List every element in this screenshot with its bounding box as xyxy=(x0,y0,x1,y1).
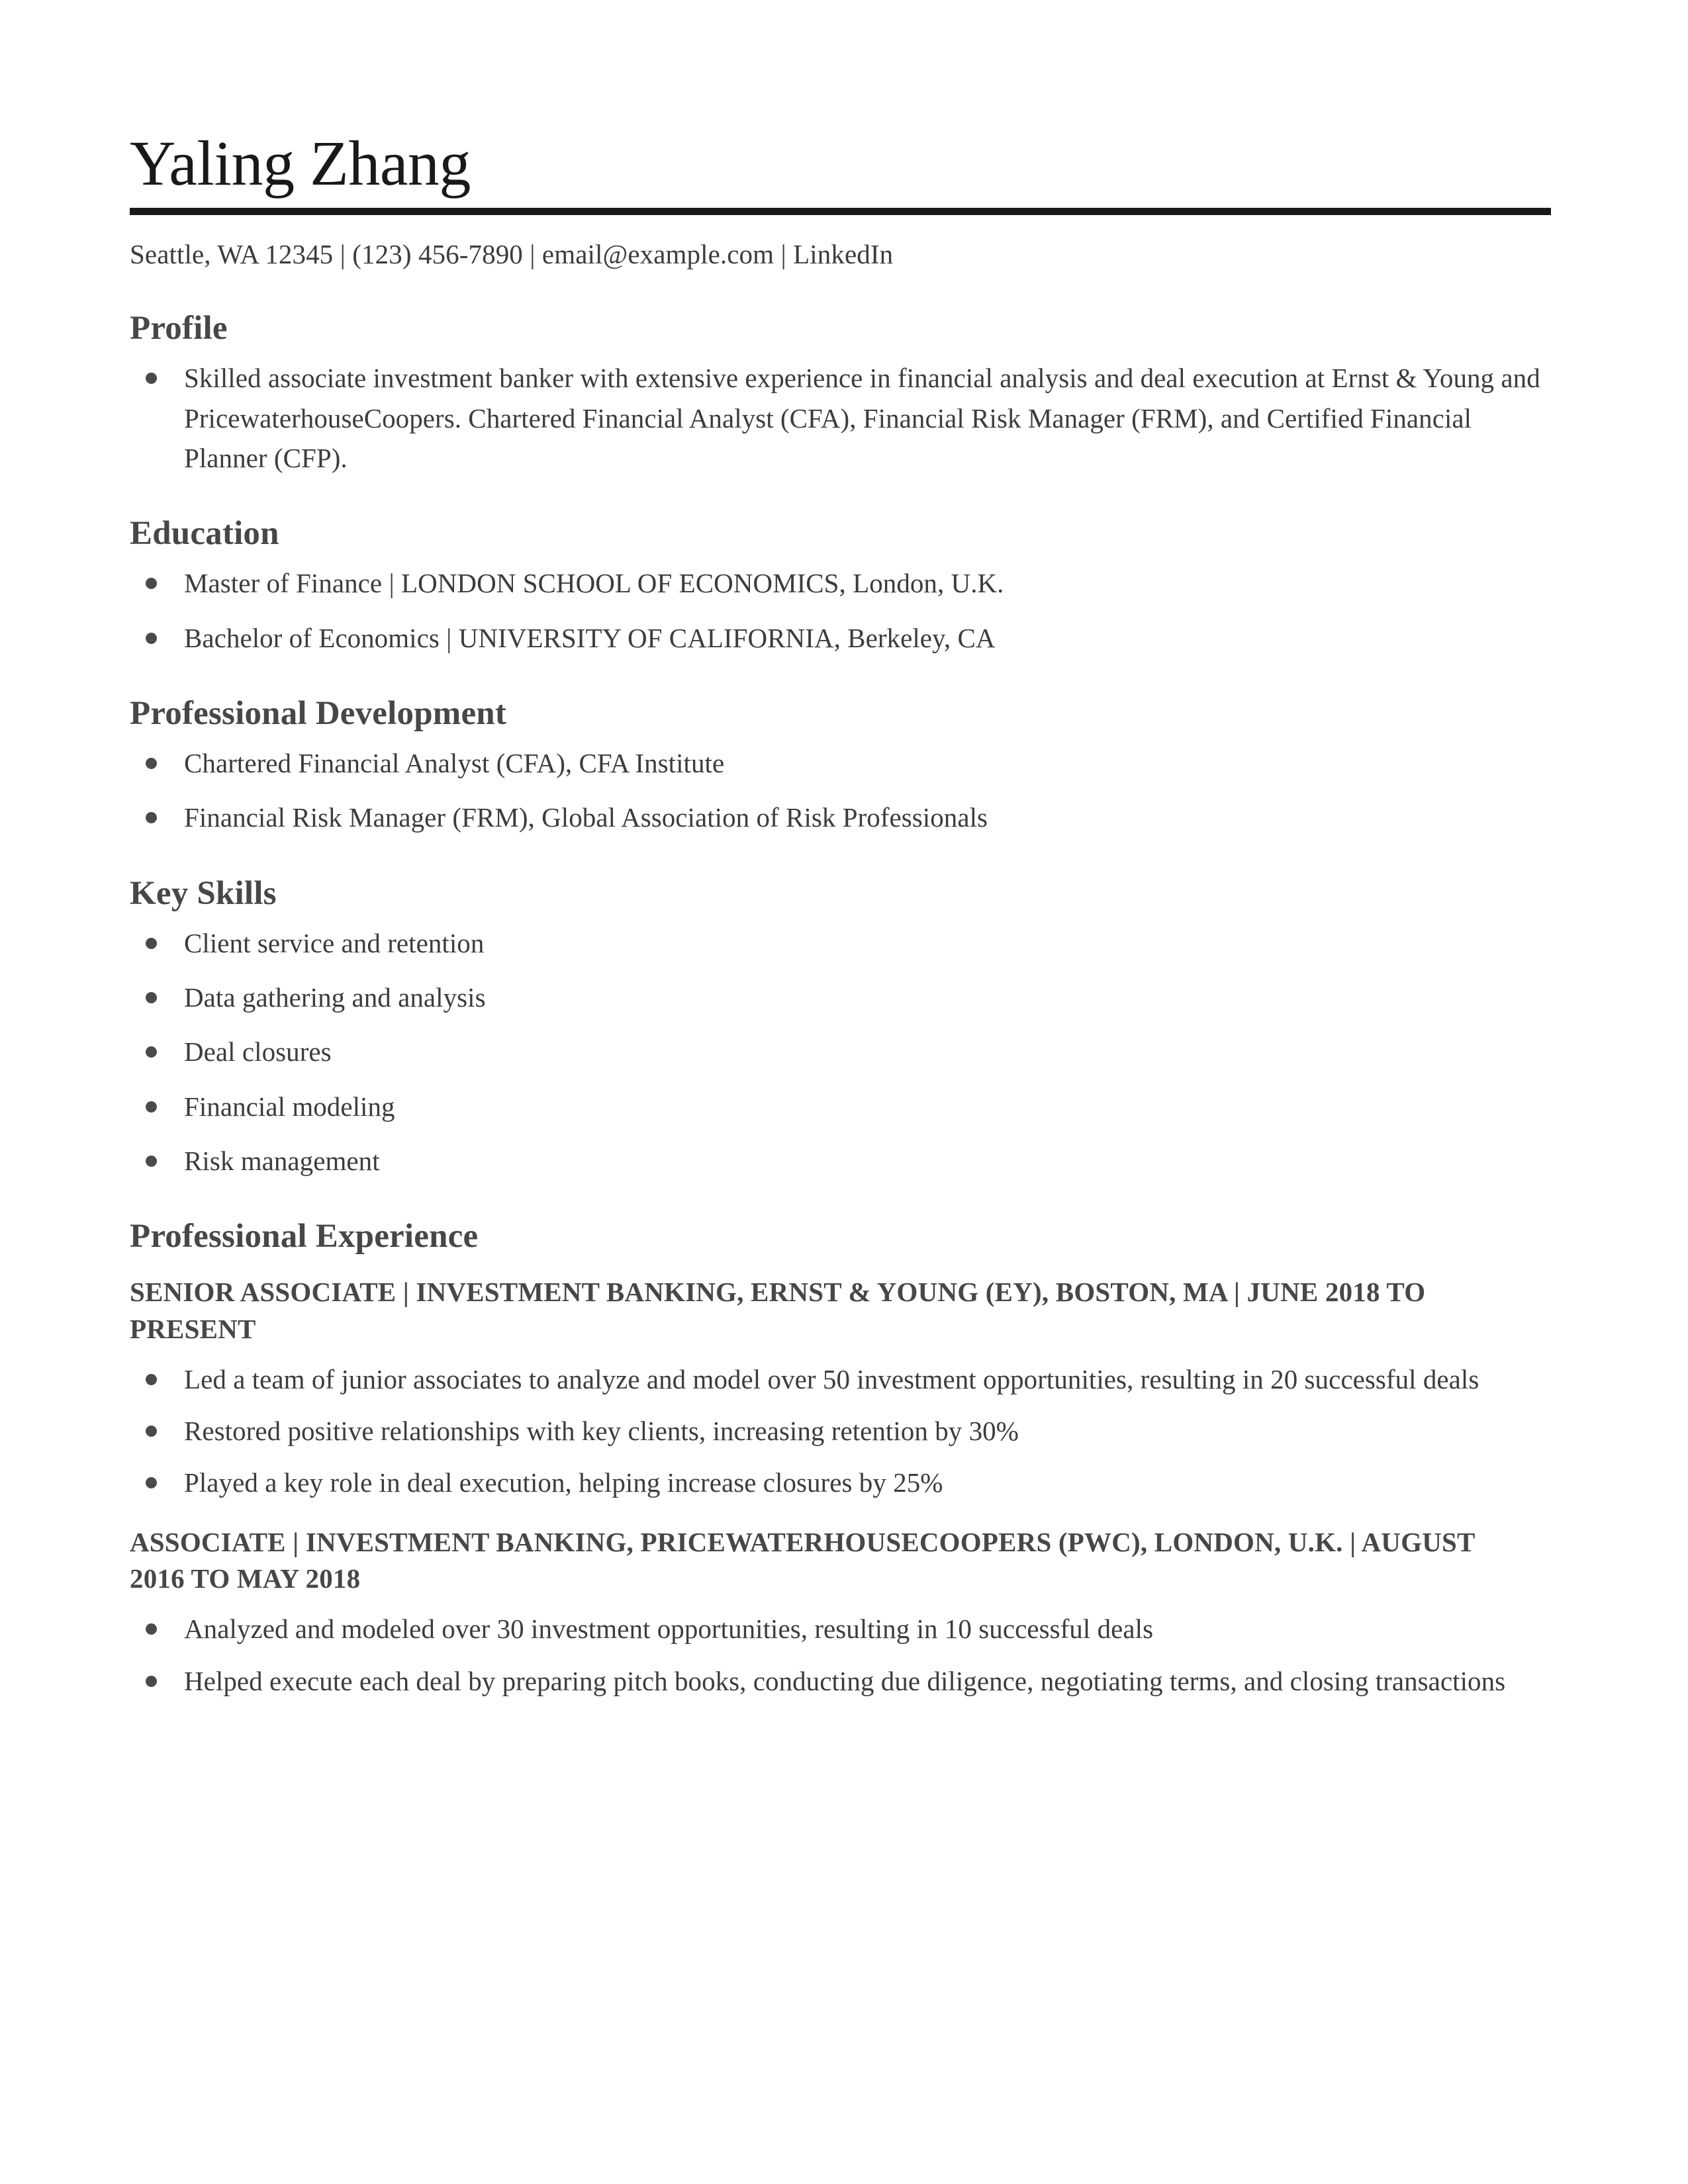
list-item-text: Played a key role in deal execution, helping increase closures by 25% xyxy=(184,1467,943,1498)
list-item xyxy=(130,1463,1550,1502)
list-item-text: Financial Risk Manager (FRM), Global Association of Risk Professionals xyxy=(184,802,988,833)
professional-development-bullet-list xyxy=(130,743,1550,838)
job-title-pwc: ASSOCIATE | INVESTMENT BANKING, PRICEWATERHOUSECOOPERS (PWC), LONDON, U.K. | AUGUST 2016 TO MAY 2018 xyxy=(130,1526,1475,1594)
bullet-dot-icon xyxy=(146,812,157,823)
experience-bullet-list-ey xyxy=(130,1359,1550,1503)
bullet-dot-icon xyxy=(146,938,157,949)
bullet-dot-icon xyxy=(146,1477,157,1488)
bullet-dot-icon xyxy=(146,578,157,589)
list-item-text: Financial modeling xyxy=(184,1091,395,1122)
list-item-text: Deal closures xyxy=(184,1036,332,1068)
bullet-dot-icon xyxy=(146,373,157,384)
section-heading-key-skills: Key Skills xyxy=(130,874,277,912)
list-item xyxy=(130,743,1550,783)
experience-bullet-list-pwc xyxy=(130,1609,1550,1701)
list-item-text: Risk management xyxy=(184,1145,380,1176)
list-item-text: Chartered Financial Analyst (CFA), CFA Institute xyxy=(184,747,725,778)
list-item xyxy=(130,618,1550,658)
contact-info-line: Seattle, WA 12345 | (123) 456-7890 | email@example.com | LinkedIn xyxy=(130,238,894,269)
key-skills-bullet-list xyxy=(130,923,1550,1181)
bullet-dot-icon xyxy=(146,1426,157,1437)
list-item-text: Analyzed and modeled over 30 investment opportunities, resulting in 10 successful deals xyxy=(184,1614,1154,1645)
section-education xyxy=(130,514,1550,658)
list-item xyxy=(130,1411,1550,1451)
list-item xyxy=(130,1087,1550,1126)
list-item-text: Data gathering and analysis xyxy=(184,981,486,1013)
bullet-dot-icon xyxy=(146,633,157,644)
list-item xyxy=(130,1609,1550,1649)
section-key-skills xyxy=(130,874,1550,1181)
experience-entry-pwc xyxy=(130,1524,1550,1701)
list-item-text: Led a team of junior associates to analyze and model over 50 investment opportunities, resulting in 20 successful deals xyxy=(184,1363,1479,1394)
list-item-text: Master of Finance | LONDON SCHOOL OF ECONOMICS, London, U.K. xyxy=(184,568,1004,599)
list-item xyxy=(130,1661,1550,1701)
bullet-dot-icon xyxy=(146,992,157,1003)
list-item xyxy=(130,358,1550,478)
section-professional-development xyxy=(130,694,1550,838)
job-title-ey: SENIOR ASSOCIATE | INVESTMENT BANKING, ERNST & YOUNG (EY), BOSTON, MA | JUNE 2018 TO PRESENT xyxy=(130,1277,1426,1344)
bullet-dot-icon xyxy=(146,1046,157,1058)
list-item xyxy=(130,1359,1550,1399)
bullet-dot-icon xyxy=(146,1156,157,1167)
section-heading-profile: Profile xyxy=(130,310,228,347)
list-item-text: Client service and retention xyxy=(184,927,485,958)
bullet-dot-icon xyxy=(146,1374,157,1385)
bullet-dot-icon xyxy=(146,1676,157,1687)
list-item xyxy=(130,1032,1550,1071)
list-item-text: Bachelor of Economics | UNIVERSITY OF CALIFORNIA, Berkeley, CA xyxy=(184,622,996,653)
section-professional-experience xyxy=(130,1216,1550,1701)
list-item xyxy=(130,1141,1550,1181)
bullet-dot-icon xyxy=(146,758,157,769)
header-divider-rule xyxy=(130,208,1551,215)
resume-header xyxy=(130,130,1550,273)
list-item xyxy=(130,978,1550,1017)
education-bullet-list xyxy=(130,563,1550,658)
experience-entry-ey xyxy=(130,1274,1550,1502)
bullet-dot-icon xyxy=(146,1623,157,1635)
list-item-text: Helped execute each deal by preparing pitch books, conducting due diligence, negotiating terms, and closing transactions xyxy=(184,1665,1506,1696)
list-item xyxy=(130,563,1550,603)
section-heading-professional-experience: Professional Experience xyxy=(130,1218,479,1255)
candidate-name: Yaling Zhang xyxy=(130,128,471,199)
list-item xyxy=(130,797,1550,837)
list-item-text: Skilled associate investment banker with extensive experience in financial analysis and deal execution at Ernst & Young and PricewaterhouseCoopers. Chartered Financial Analyst (CFA), Financial Risk Manager (FRM), and Certified Financial Planner (CFP). xyxy=(184,363,1540,473)
list-item xyxy=(130,923,1550,963)
section-heading-education: Education xyxy=(130,515,279,553)
list-item-text: Restored positive relationships with key clients, increasing retention by 30% xyxy=(184,1416,1019,1447)
bullet-dot-icon xyxy=(146,1101,157,1113)
section-profile xyxy=(130,308,1550,478)
profile-bullet-list xyxy=(130,358,1550,478)
section-heading-professional-development: Professional Development xyxy=(130,694,507,732)
